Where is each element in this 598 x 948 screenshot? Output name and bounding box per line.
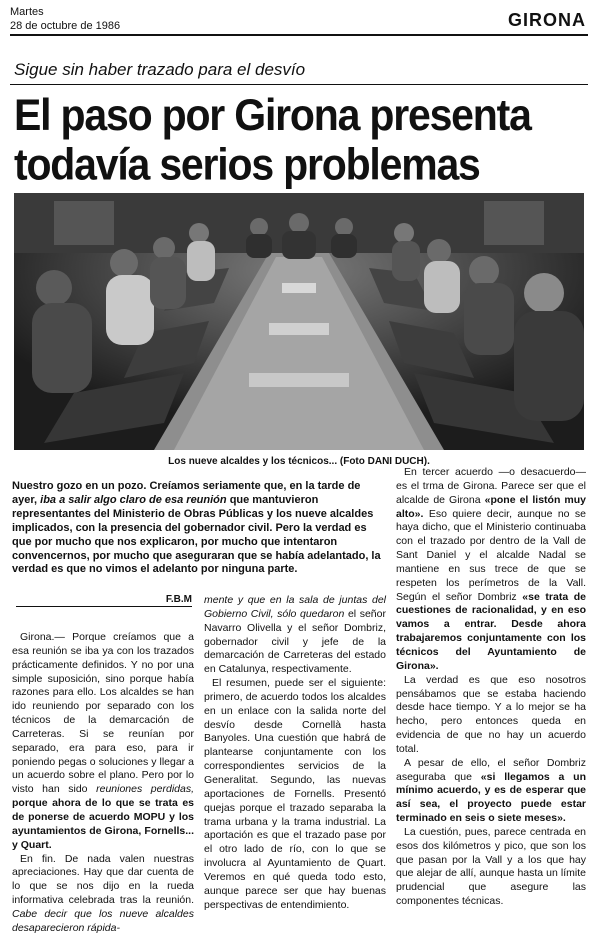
lead-text-3: que mantuvieron representantes del Ministerio de Obras Públicas y los nueve alcaldes implicados, con la presencia del gobernador civil. Pero la verdad es que por mucho que nos explicaron, por mucho que intentaron convencernos, por mucho que aseguraran que se había adelantado, la verdad es que no vimos el adelanto por ninguna parte. — [12, 493, 381, 576]
body-column-3 — [396, 466, 586, 909]
headline — [14, 90, 584, 189]
lead-text-2: iba a salir algo claro de esa reunión — [40, 493, 227, 506]
newspaper-photo-icon — [14, 193, 584, 450]
kicker: Sigue sin haber trazado para el desvío — [14, 60, 306, 79]
body-paragraph: La cuestión, pues, parece centrada en esos dos kilómetros y pico, que son los que pasan por la Vall y a los que hay que alejar de allí, aunque hasta un límite prudencial que asegure las componentes técnicas. — [396, 825, 586, 908]
headline-line-2: todavía serios problemas — [14, 139, 480, 190]
body-text: En tercer acuerdo —o desacuerdo— es el trma de Girona. Parece ser que el alcalde de Girona — [396, 466, 586, 506]
body-text: Girona.— Porque creíamos que a esa reunión se iba ya con los trazados prácticamente definidos. Y no por una simple suposición, sino porque había razones para ello. Los alcaldes se han ido reuniendo por separado con los técnicos de la demarcación de Carreteras. Si se reunían por separado, era para eso, para ir poniendo pegas o soluciones y llegar a un acuerdo sobre el plano. Pero por lo visto han sido — [12, 631, 194, 796]
header-date: 28 de octubre de 1986 — [10, 20, 121, 32]
meeting-photo — [14, 193, 584, 450]
byline: F.B.M — [165, 594, 192, 605]
header-day: Martes — [10, 6, 44, 18]
body-paragraph — [12, 631, 194, 853]
body-paragraph: El resumen, puede ser el siguiente: primero, de acuerdo todos los alcaldes en un enlace con la salida norte del desvío desde Cornellà hasta Banyoles. Una cuestión que habrá de plantearse conjuntamente con los correspondientes servicios de la Generalitat. Segundo, las nuevas aportaciones de Fornells. Presentó quejas porque el trazado separaba la trama urbana y la trama industrial. La aportación es que el trazado pase por el otro lado de río, con lo que se involucra al Ayuntamiento de Quart. Veremos en qué queda todo esto, aunque parece ser que hay buenas perspectivas de entendimiento. — [204, 677, 386, 911]
byline-rule — [16, 606, 192, 607]
section-title: GIRONA — [508, 10, 586, 30]
body-text-italic: mente y que en la sala de juntas del Gobierno Civil, sólo quedaron — [204, 594, 386, 620]
body-text: A pesar de ello, el señor Dombriz aseguraba que — [396, 756, 586, 783]
body-paragraph — [396, 757, 586, 826]
body-paragraph — [12, 853, 194, 936]
body-text-italic: reuniones perdidas, — [96, 783, 194, 796]
page-header — [10, 6, 590, 36]
body-text: En fin. De nada valen nuestras apreciaciones. Hay que dar cuenta de lo que se nos dijo en la rueda informativa celebrada tras la reunión. — [12, 852, 194, 907]
body-text-bold: «pone el listón muy alto». — [396, 493, 586, 520]
lead-paragraph — [12, 480, 388, 577]
body-paragraph — [204, 594, 386, 677]
body-text: Eso quiere decir, aunque no se haya dicho, que el Ministerio continuaba con el trazado por dentro de la Vall de Sant Daniel y el alcalde Nadal se mantiene en sus trece de que se respeten los perímetros de la Vall. Según el señor Dombriz — [396, 507, 586, 603]
body-text-bold: «se trata de cuestiones de racionalidad, y en eso vamos a entrar. Desde ahora trabajaremos conjuntamente con los técnicos del Ayuntamiento de Girona». — [396, 590, 587, 672]
body-text-bold: porque ahora de lo que se trata es de ponerse de acuerdo MOPU y los ayuntamientos de Girona, Fornells... y Quart. — [12, 797, 194, 851]
body-text: el señor Navarro Olivella y el señor Dombriz, gobernador civil y jefe de la demarcación de Carreteras del estado en Catalunya, respectivamente. — [204, 607, 386, 676]
body-text-bold: «si llegamos a un mínimo acuerdo, y es de esperar que así sea, el proyecto puede estar terminado en seis o siete meses». — [396, 770, 586, 825]
kicker-rule — [10, 84, 588, 85]
header-rule — [10, 34, 588, 36]
photo-caption: Los nueve alcaldes y los técnicos... (Foto DANI DUCH). — [168, 456, 430, 467]
body-text-italic: Cabe decir que los nueve alcaldes desaparecieron rápida- — [12, 907, 194, 934]
body-paragraph: La verdad es que eso nosotros pensábamos que se estaba haciendo desde hace tiempo. Y a lo mejor se ha hecho, pero entonces queda en evidencia de que no hay un acuerdo total. — [396, 673, 586, 755]
lead-text-1: Nuestro gozo en un pozo. Creíamos seriamente que, en la tarde de ayer, — [12, 480, 361, 506]
headline-line-1: El paso por Girona presenta — [14, 90, 531, 140]
body-column-1 — [12, 631, 194, 936]
body-paragraph — [396, 466, 586, 674]
body-column-2 — [204, 594, 386, 912]
